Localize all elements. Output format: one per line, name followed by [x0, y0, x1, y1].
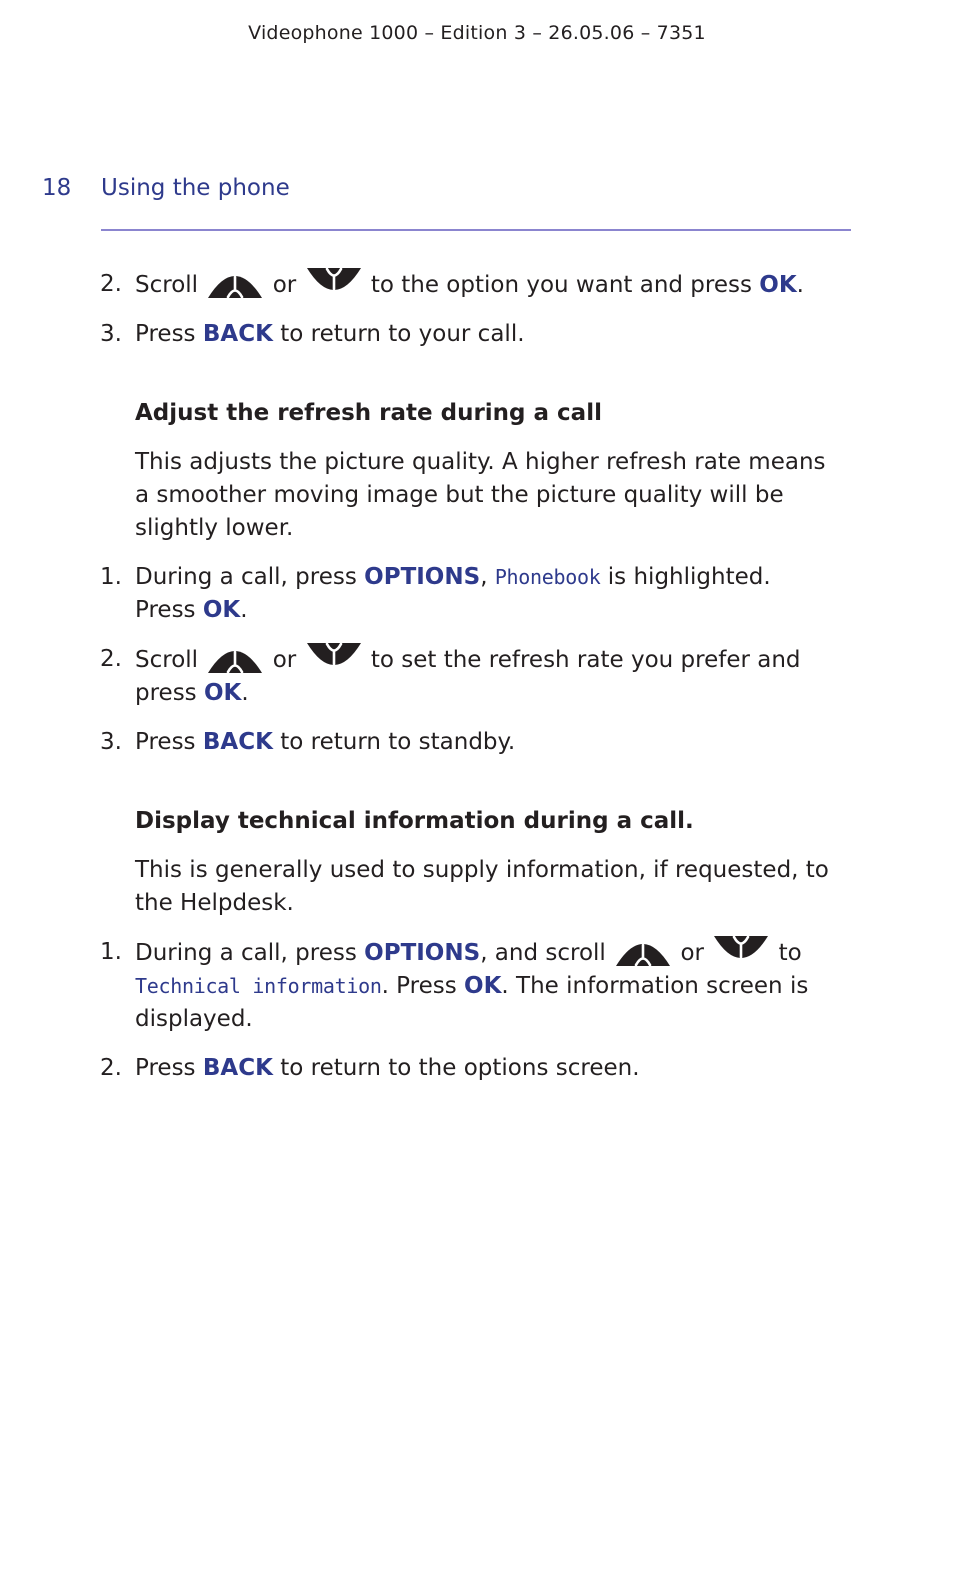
- step-back-to-call: 3. Press BACK to return to your call.: [100, 318, 845, 351]
- scroll-down-icon: [307, 643, 361, 673]
- refresh-intro: This adjusts the picture quality. A higher refresh rate means a smoother moving image but the picture quality will be slightly lower.: [135, 449, 826, 541]
- heading-technical-info: Display technical information during a call.: [135, 808, 694, 834]
- heading-refresh-rate: Adjust the refresh rate during a call: [135, 400, 602, 426]
- step-scroll-option: 2. Scroll or to the option you want and press OK.: [100, 268, 845, 302]
- lcd-menu-text: Technical information: [135, 974, 382, 998]
- step-number: 1.: [100, 564, 122, 590]
- step-technical-options: 1. During a call, press OPTIONS, and scroll or to Technical information. Press OK. The information screen is displayed.: [100, 936, 845, 1036]
- step-number: 1.: [100, 939, 122, 965]
- header-divider: [101, 229, 851, 231]
- scroll-up-icon: [208, 643, 262, 673]
- step-number: 2.: [100, 271, 122, 297]
- technical-intro: This is generally used to supply information, if requested, to the Helpdesk.: [135, 857, 829, 916]
- step-number: 2.: [100, 646, 122, 672]
- ok-key-label: OK: [202, 597, 241, 623]
- back-key-label: BACK: [202, 321, 273, 347]
- section-title: Using the phone: [101, 175, 290, 201]
- step-number: 3.: [100, 729, 122, 755]
- step-back-to-standby: 3. Press BACK to return to standby.: [100, 726, 845, 759]
- options-key-label: OPTIONS: [364, 940, 481, 966]
- ok-key-label: OK: [464, 973, 502, 999]
- step-refresh-scroll: 2. Scroll or to set the refresh rate you prefer and press OK.: [100, 643, 845, 710]
- scroll-up-icon: [208, 268, 262, 298]
- step-back-to-options: 2. Press BACK to return to the options screen.: [100, 1052, 845, 1085]
- page-number: 18: [42, 175, 72, 201]
- ok-key-label: OK: [759, 272, 797, 298]
- step-number: 2.: [100, 1055, 122, 1081]
- step-number: 3.: [100, 321, 122, 347]
- ok-key-label: OK: [203, 680, 242, 706]
- scroll-down-icon: [714, 936, 768, 966]
- lcd-menu-text: Phonebook: [494, 565, 601, 589]
- back-key-label: BACK: [202, 1055, 273, 1081]
- back-key-label: BACK: [202, 729, 273, 755]
- step-refresh-options: 1. During a call, press OPTIONS, Phonebook is highlighted. Press OK.: [100, 561, 845, 627]
- page-content: [100, 268, 845, 1101]
- document-running-header: Videophone 1000 – Edition 3 – 26.05.06 – 7351: [248, 22, 706, 44]
- options-key-label: OPTIONS: [364, 564, 481, 590]
- scroll-down-icon: [307, 268, 361, 298]
- scroll-up-icon: [616, 936, 670, 966]
